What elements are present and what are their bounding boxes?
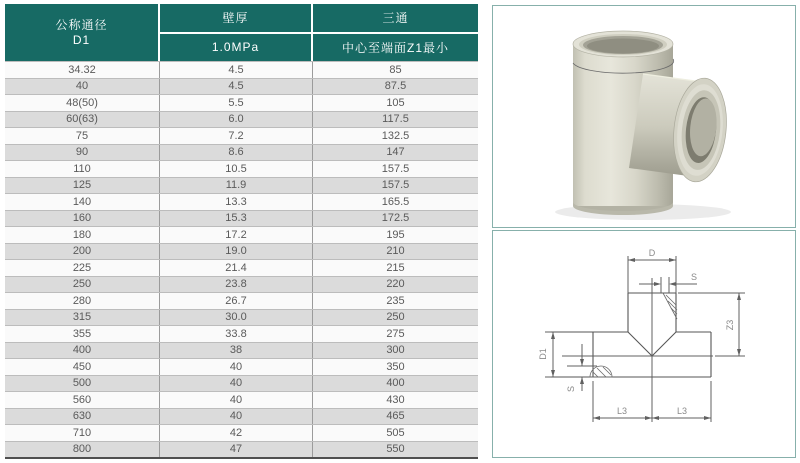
table-cell: 38 (160, 343, 313, 359)
table-cell: 172.5 (381, 212, 410, 225)
table-cell: 250 (386, 311, 405, 324)
table-row (5, 259, 478, 276)
dim-label-d: D (648, 248, 656, 258)
header-tee-title: 三通 (313, 4, 478, 32)
table-row (5, 309, 478, 326)
table-cell: 165.5 (381, 195, 410, 208)
table-cell: 75 (5, 128, 160, 144)
top-bore-shadow (587, 39, 659, 54)
tee-fitting-photo (493, 6, 795, 227)
table-cell: 160 (5, 211, 160, 227)
table-cell: 7.2 (160, 128, 313, 144)
dim-s-top (639, 272, 697, 293)
tee-outline (551, 293, 711, 377)
tee-dimension-diagram (493, 231, 795, 457)
table-cell: 180 (5, 227, 160, 243)
table-cell: 215 (386, 261, 405, 274)
table-cell: 40 (160, 392, 313, 408)
table-cell: 275 (386, 327, 405, 340)
header-tee-z1: 中心至端面Z1最小 (313, 34, 478, 62)
table-cell: 500 (5, 376, 160, 392)
diagram-panel (492, 230, 796, 458)
table-cell: 355 (5, 326, 160, 342)
table-cell: 157.5 (381, 162, 410, 175)
table-cell: 235 (386, 294, 405, 307)
table-cell: 117.5 (382, 113, 409, 126)
dim-d1 (538, 332, 555, 377)
table-row (5, 226, 478, 243)
table-cell: 5.5 (160, 95, 313, 111)
table-cell: 17.2 (160, 227, 313, 243)
table-cell: 350 (386, 360, 405, 373)
table-cell: 6.0 (160, 112, 313, 128)
table-cell: 800 (5, 442, 160, 458)
table-cell: 110 (5, 161, 160, 177)
table-row (5, 243, 478, 260)
table-row (5, 78, 478, 95)
table-row (5, 325, 478, 342)
table-cell: 195 (386, 228, 405, 241)
table-cell: 26.7 (160, 293, 313, 309)
header-cell-d1 (5, 4, 158, 61)
table-cell: 21.4 (160, 260, 313, 276)
table-row (5, 193, 478, 210)
table-cell: 710 (5, 425, 160, 441)
table-cell: 40 (5, 79, 160, 95)
table-cell: 40 (160, 409, 313, 425)
table-cell: 465 (386, 410, 405, 423)
spec-table (5, 4, 478, 459)
table-cell: 33.8 (160, 326, 313, 342)
table-row (5, 292, 478, 309)
table-row (5, 391, 478, 408)
table-cell: 505 (386, 426, 405, 439)
table-row (5, 375, 478, 392)
table-cell: 13.3 (160, 194, 313, 210)
table-cell: 560 (5, 392, 160, 408)
table-cell: 47 (160, 442, 313, 458)
table-cell: 157.5 (381, 179, 410, 192)
table-row (5, 408, 478, 425)
header-col1-line2: D1 (72, 32, 91, 47)
table-row (5, 160, 478, 177)
dim-label-d1: D1 (538, 348, 548, 360)
table-cell: 90 (5, 145, 160, 161)
table-row (5, 61, 478, 78)
table-row (5, 342, 478, 359)
table-row (5, 127, 478, 144)
table-cell: 400 (5, 343, 160, 359)
table-cell: 300 (386, 344, 405, 357)
table-cell: 105 (386, 96, 405, 109)
table-header (5, 4, 478, 61)
dim-label-z3: Z3 (725, 319, 735, 331)
table-cell: 40 (160, 359, 313, 375)
header-wall-title: 壁厚 (160, 4, 311, 32)
table-cell: 280 (5, 293, 160, 309)
centerlines (562, 278, 713, 422)
table-cell: 147 (386, 146, 405, 159)
table-cell: 630 (5, 409, 160, 425)
header-col1-line1: 公称通径 (55, 17, 108, 32)
table-row (5, 441, 478, 458)
header-cell-tee (313, 4, 478, 61)
table-cell: 4.5 (160, 79, 313, 95)
table-row (5, 94, 478, 111)
dim-label-s-top: S (691, 272, 698, 282)
table-cell: 125 (5, 178, 160, 194)
table-cell: 250 (5, 277, 160, 293)
table-cell: 450 (5, 359, 160, 375)
table-cell: 40 (160, 376, 313, 392)
table-cell: 11.9 (160, 178, 313, 194)
table-row (5, 358, 478, 375)
dim-label-s-left: S (566, 385, 576, 393)
table-cell: 23.8 (160, 277, 313, 293)
table-cell: 550 (386, 443, 405, 456)
table-cell: 430 (386, 393, 405, 406)
dim-label-l3-left: L3 (616, 406, 628, 416)
table-cell: 225 (5, 260, 160, 276)
table-cell: 10.5 (160, 161, 313, 177)
table-cell: 42 (160, 425, 313, 441)
table-cell: 140 (5, 194, 160, 210)
table-cell: 34.32 (5, 62, 160, 78)
table-cell: 19.0 (160, 244, 313, 260)
table-row (5, 210, 478, 227)
table-row (5, 111, 478, 128)
photo-panel (492, 5, 796, 228)
table-cell: 85 (389, 63, 402, 76)
table-cell: 220 (386, 278, 405, 291)
table-cell: 30.0 (160, 310, 313, 326)
table-cell: 210 (386, 245, 405, 258)
table-cell: 315 (5, 310, 160, 326)
table-cell: 8.6 (160, 145, 313, 161)
table-row (5, 276, 478, 293)
table-body (5, 61, 478, 459)
dim-label-l3-right: L3 (676, 406, 688, 416)
header-cell-wall (160, 4, 311, 61)
dim-s-left (566, 344, 597, 392)
table-cell: 87.5 (384, 80, 407, 93)
table-cell: 4.5 (160, 62, 313, 78)
table-cell: 48(50) (5, 95, 160, 111)
header-wall-pressure: 1.0MPa (160, 34, 311, 62)
table-row (5, 424, 478, 441)
table-cell: 15.3 (160, 211, 313, 227)
table-cell: 60(63) (5, 112, 160, 128)
table-cell: 132.5 (381, 129, 410, 142)
table-cell: 400 (386, 377, 405, 390)
table-row (5, 177, 478, 194)
table-row (5, 144, 478, 161)
table-cell: 200 (5, 244, 160, 260)
section-hatching (590, 293, 677, 377)
